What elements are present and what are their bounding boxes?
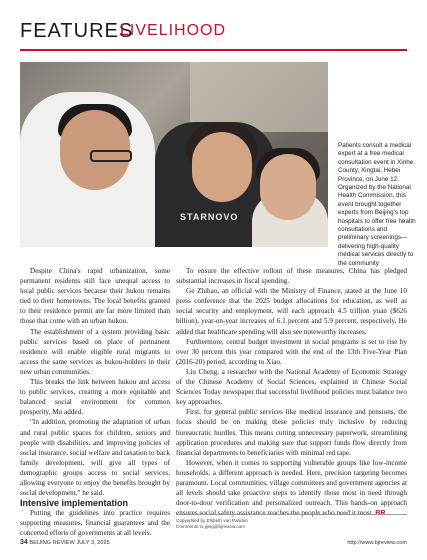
page-footer — [20, 539, 407, 546]
paragraph: Liu Cheng, a researcher with the National Academy of Economic Strategy of the Chinese Academy of Social Sciences, explained in Chinese Social Sciences Today newspaper that successful livelihood policies must balance two key approaches. — [176, 367, 407, 407]
article-column-2 — [176, 266, 407, 518]
paragraph: Despite China's rapid urbanization, some permanent residents still face unequal access to local public services because their hukou remains tied to their hometowns. The local benefits granted to their residence permit are far more limited than those that come with an urban hukou. — [20, 267, 170, 326]
shirt-text: STARNOVO — [180, 212, 239, 222]
website-url: http://www.bjreview.com — [347, 540, 407, 546]
section-label: LIVELIHOOD — [120, 22, 227, 39]
paragraph: First, for general public services like medical insurance and pensions, the focus should be on making these policies truly inclusive by reducing bureaucratic hurdles. This means cutting unnecessary paperwork, streamlining application procedures and making sure that support funds flow directly from financial departments to beneficiaries with minimal red tape. — [176, 408, 407, 457]
article-photo — [20, 62, 328, 247]
issue-date: JULY 3, 2025 — [76, 540, 110, 546]
paragraph: Putting the guidelines into practice requires supporting measures, financial guarantees and the concerted efforts of governments at all levels. — [20, 509, 170, 538]
page-header — [20, 20, 407, 46]
subheading: Intensive implementation — [20, 498, 129, 509]
paragraph: To ensure the effective rollout of these measures, China has pledged substantial increases in fiscal spending. — [176, 267, 407, 286]
paragraph: However, when it comes to supporting vulnerable groups like low-income households, a different approach is needed. Here, precision targeting becomes paramount. Local communities, village committees and government agencies at all levels should take proactive steps to identify those most in need through door-to-door verification and personalized outreach. This hands-on approach ensures social safety assistance reaches the people who need it most. BR — [176, 458, 407, 518]
magazine-name: BEIJING REVIEW — [29, 540, 75, 546]
end-mark: BR — [375, 508, 386, 518]
paragraph: "In addition, promoting the adaptation of urban and rural public spaces for children, seniors and people with disabilities, and improving policies of social insurance, social welfare and taxation to back family development, will give all types of demographic groups access to social services, allowing everyone to enjoy the benefits brought by social development," he said. — [20, 418, 170, 498]
paragraph: Furthermore, central budget investment in social programs is set to rise by over 30 percent this year compared with the end of the 13th Five-Year Plan (2016-20) period, according to Xiao. — [176, 337, 407, 366]
paragraph: The establishment of a system providing basic public services based on place of permanent residence will enable eligible rural migrants to access the same services as hukou-holders in their new urban communities. — [20, 327, 170, 376]
comments-line: Comments to jijing@bjreview.com — [176, 524, 245, 530]
article-credit — [176, 514, 407, 530]
features-label: FEATURES — [20, 20, 134, 42]
copyeditor-line: Copyedited by Elsbeth van Paridon — [176, 518, 248, 523]
header-rule — [20, 49, 407, 51]
article-column-1 — [20, 266, 170, 539]
page-number: 34 — [20, 539, 28, 546]
photo-caption: Patients consult a medical expert at a free medical consultation event in Xinhe County, Xingtai, Hebei Province, on June 12. Organized by the National Health Commission, this event brought together experts from Beijing's top hospitals to offer free health consultations and preliminary screenings—delivering high-quality medical services directly to the community — [338, 142, 416, 267]
paragraph: Ge Zhihao, an official with the Ministry of Finance, stated at the June 10 press conference that the 2025 budget allocations for education, as well as social security and employment, will each approach 4.5 trillion yuan ($626 billion), year-on-year increases of 6.1 percent and 5.9 percent, respectively. He added that healthcare spending will also see noteworthy increases. — [176, 287, 407, 336]
paragraph: This breaks the link between hukou and access to public services, creating a more equitable and balanced social environment for common prosperity, Mo added. — [20, 378, 170, 417]
